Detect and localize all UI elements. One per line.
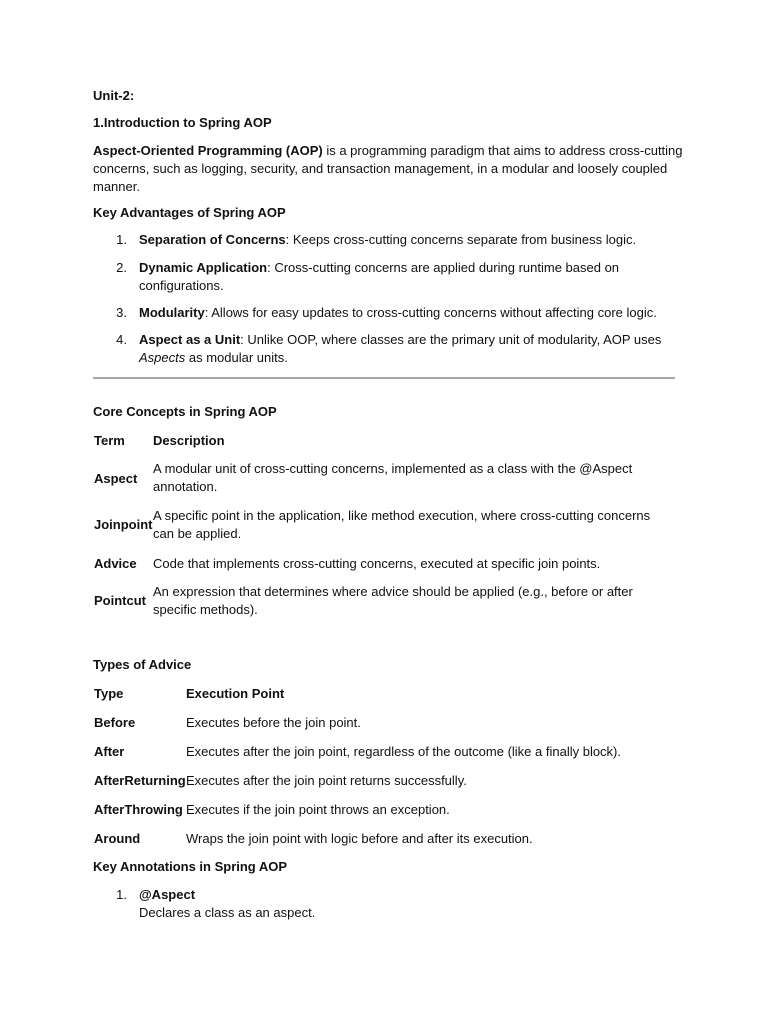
table-cell-description: Code that implements cross-cutting concerns, executed at specific join points.	[153, 556, 601, 571]
list-number: 1.	[116, 887, 127, 902]
section-heading-intro: 1.Introduction to Spring AOP	[93, 115, 272, 130]
table-cell-execution: Executes before the join point.	[186, 715, 361, 730]
table-header-description: Description	[153, 433, 225, 448]
advantage-text-continued: configurations.	[139, 278, 224, 293]
intro-line-2: concerns, such as logging, security, and transaction management, in a modular and loosely coupled	[93, 161, 668, 176]
advantage-title: Separation of Concerns	[139, 232, 286, 247]
table-cell-description	[153, 507, 673, 543]
advice-types-heading: Types of Advice	[93, 657, 192, 672]
description-line: A modular unit of cross-cutting concerns, implemented as a class with the @Aspect	[153, 461, 633, 476]
table-cell-term: Advice	[94, 556, 137, 571]
table-cell-execution: Executes after the join point, regardless of the outcome (like a finally block).	[186, 744, 621, 759]
table-header-type: Type	[94, 686, 124, 701]
table-header-term: Term	[94, 433, 125, 448]
intro-line-1-text: is a programming paradigm that aims to address cross-cutting	[322, 143, 683, 158]
horizontal-rule	[93, 377, 675, 379]
description-line: specific methods).	[153, 602, 258, 617]
table-cell-execution: Wraps the join point with logic before and after its execution.	[186, 831, 533, 846]
description-line: An expression that determines where advice should be applied (e.g., before or after	[153, 584, 633, 599]
description-line: annotation.	[153, 479, 218, 494]
table-cell-term: Aspect	[94, 471, 138, 486]
annotation-name: @Aspect	[139, 887, 196, 902]
advantage-text-continued: as modular units.	[185, 350, 288, 365]
list-number: 1.	[116, 232, 127, 247]
table-cell-type: After	[94, 744, 125, 759]
table-cell-execution: Executes if the join point throws an exception.	[186, 802, 450, 817]
annotations-heading: Key Annotations in Spring AOP	[93, 859, 288, 874]
table-cell-type: AfterReturning	[94, 773, 186, 788]
table-cell-type: Before	[94, 715, 136, 730]
table-cell-description	[153, 460, 673, 496]
list-number: 2.	[116, 260, 127, 275]
core-concepts-heading: Core Concepts in Spring AOP	[93, 404, 277, 419]
table-cell-type: Around	[94, 831, 141, 846]
table-cell-term: Joinpoint	[94, 517, 153, 532]
intro-line-1	[93, 142, 683, 160]
advantage-text: : Unlike OOP, where classes are the primary unit of modularity, AOP uses	[240, 332, 662, 347]
description-line: can be applied.	[153, 526, 242, 541]
table-cell-term: Pointcut	[94, 593, 146, 608]
table-header-execution-point: Execution Point	[186, 686, 285, 701]
advantage-title: Aspect as a Unit	[139, 332, 241, 347]
table-cell-execution: Executes after the join point returns successfully.	[186, 773, 467, 788]
list-number: 3.	[116, 305, 127, 320]
aspects-italic: Aspects	[139, 350, 186, 365]
description-line: A specific point in the application, like method execution, where cross-cutting concerns	[153, 508, 651, 523]
intro-paragraph	[93, 142, 683, 196]
intro-line-3: manner.	[93, 179, 140, 194]
table-cell-type: AfterThrowing	[94, 802, 183, 817]
table-cell-description	[153, 583, 673, 619]
aop-term: Aspect-Oriented Programming (AOP)	[93, 143, 323, 158]
advantage-title: Modularity	[139, 305, 205, 320]
unit-title: Unit-2:	[93, 88, 135, 103]
advantages-heading: Key Advantages of Spring AOP	[93, 205, 286, 220]
advantage-text: : Keeps cross-cutting concerns separate from business logic.	[285, 232, 637, 247]
advantage-title: Dynamic Application	[139, 260, 268, 275]
advantage-text: : Allows for easy updates to cross-cutting concerns without affecting core logic.	[204, 305, 657, 320]
list-number: 4.	[116, 332, 127, 347]
advantage-text: : Cross-cutting concerns are applied during runtime based on	[267, 260, 620, 275]
annotation-description: Declares a class as an aspect.	[139, 905, 316, 920]
